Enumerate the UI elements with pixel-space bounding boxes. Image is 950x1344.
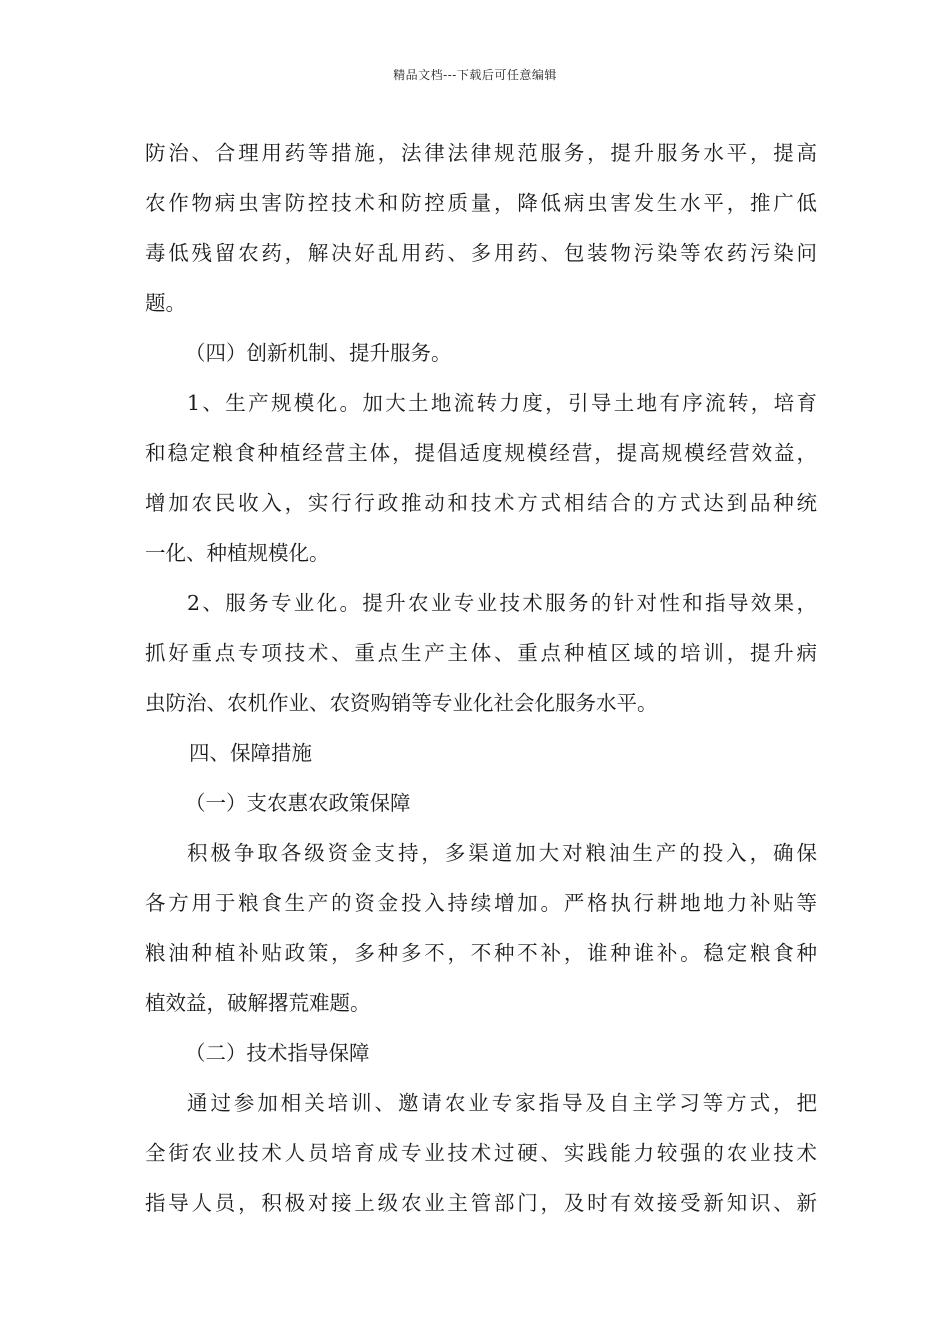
text-line: 增加农民收入，实行行政推动和技术方式相结合的方式达到品种统 bbox=[145, 491, 817, 515]
text-line: 1、生产规模化。加大土地流转力度，引导土地有序流转，培育 bbox=[187, 391, 817, 415]
text-line: 通过参加相关培训、邀请农业专家指导及自主学习等方式，把 bbox=[187, 1091, 817, 1115]
text-line: 粮油种植补贴政策，多种多不，不种不补，谁种谁补。稳定粮食种 bbox=[145, 941, 817, 965]
subsection-heading: （一）支农惠农政策保障 bbox=[185, 791, 411, 815]
text-line: 虫防治、农机作业、农资购销等专业化社会化服务水平。 bbox=[145, 691, 658, 715]
text-line: 防治、合理用药等措施，法律法律规范服务，提升服务水平，提高 bbox=[145, 141, 817, 165]
text-line: 题。 bbox=[145, 291, 186, 315]
text-line: 积极争取各级资金支持，多渠道加大对粮油生产的投入，确保 bbox=[187, 841, 817, 865]
text-line: 抓好重点专项技术、重点生产主体、重点种植区域的培训，提升病 bbox=[145, 641, 817, 665]
text-line: 毒低残留农药，解决好乱用药、多用药、包装物污染等农药污染问 bbox=[145, 241, 817, 265]
text-line: 各方用于粮食生产的资金投入持续增加。严格执行耕地地力补贴等 bbox=[145, 891, 817, 915]
text-line: 和稳定粮食种植经营主体，提倡适度规模经营，提高规模经营效益， bbox=[145, 441, 817, 465]
text-line: 2、服务专业化。提升农业专业技术服务的针对性和指导效果， bbox=[187, 591, 817, 615]
section-heading: 四、保障措施 bbox=[189, 741, 312, 765]
text-line: 植效益，破解撂荒难题。 bbox=[145, 991, 371, 1015]
text-line: 全街农业技术人员培育成专业技术过硬、实践能力较强的农业技术 bbox=[145, 1141, 817, 1165]
text-line: 指导人员，积极对接上级农业主管部门，及时有效接受新知识、新 bbox=[145, 1191, 817, 1215]
text-line: 一化、种植规模化。 bbox=[145, 541, 330, 565]
text-line: 农作物病虫害防控技术和防控质量，降低病虫害发生水平，推广低 bbox=[145, 191, 817, 215]
page-header: 精品文档---下载后可任意编辑 bbox=[393, 68, 557, 82]
section-heading: （四）创新机制、提升服务。 bbox=[185, 341, 452, 365]
document-body bbox=[145, 128, 817, 1228]
subsection-heading: （二）技术指导保障 bbox=[185, 1041, 370, 1065]
